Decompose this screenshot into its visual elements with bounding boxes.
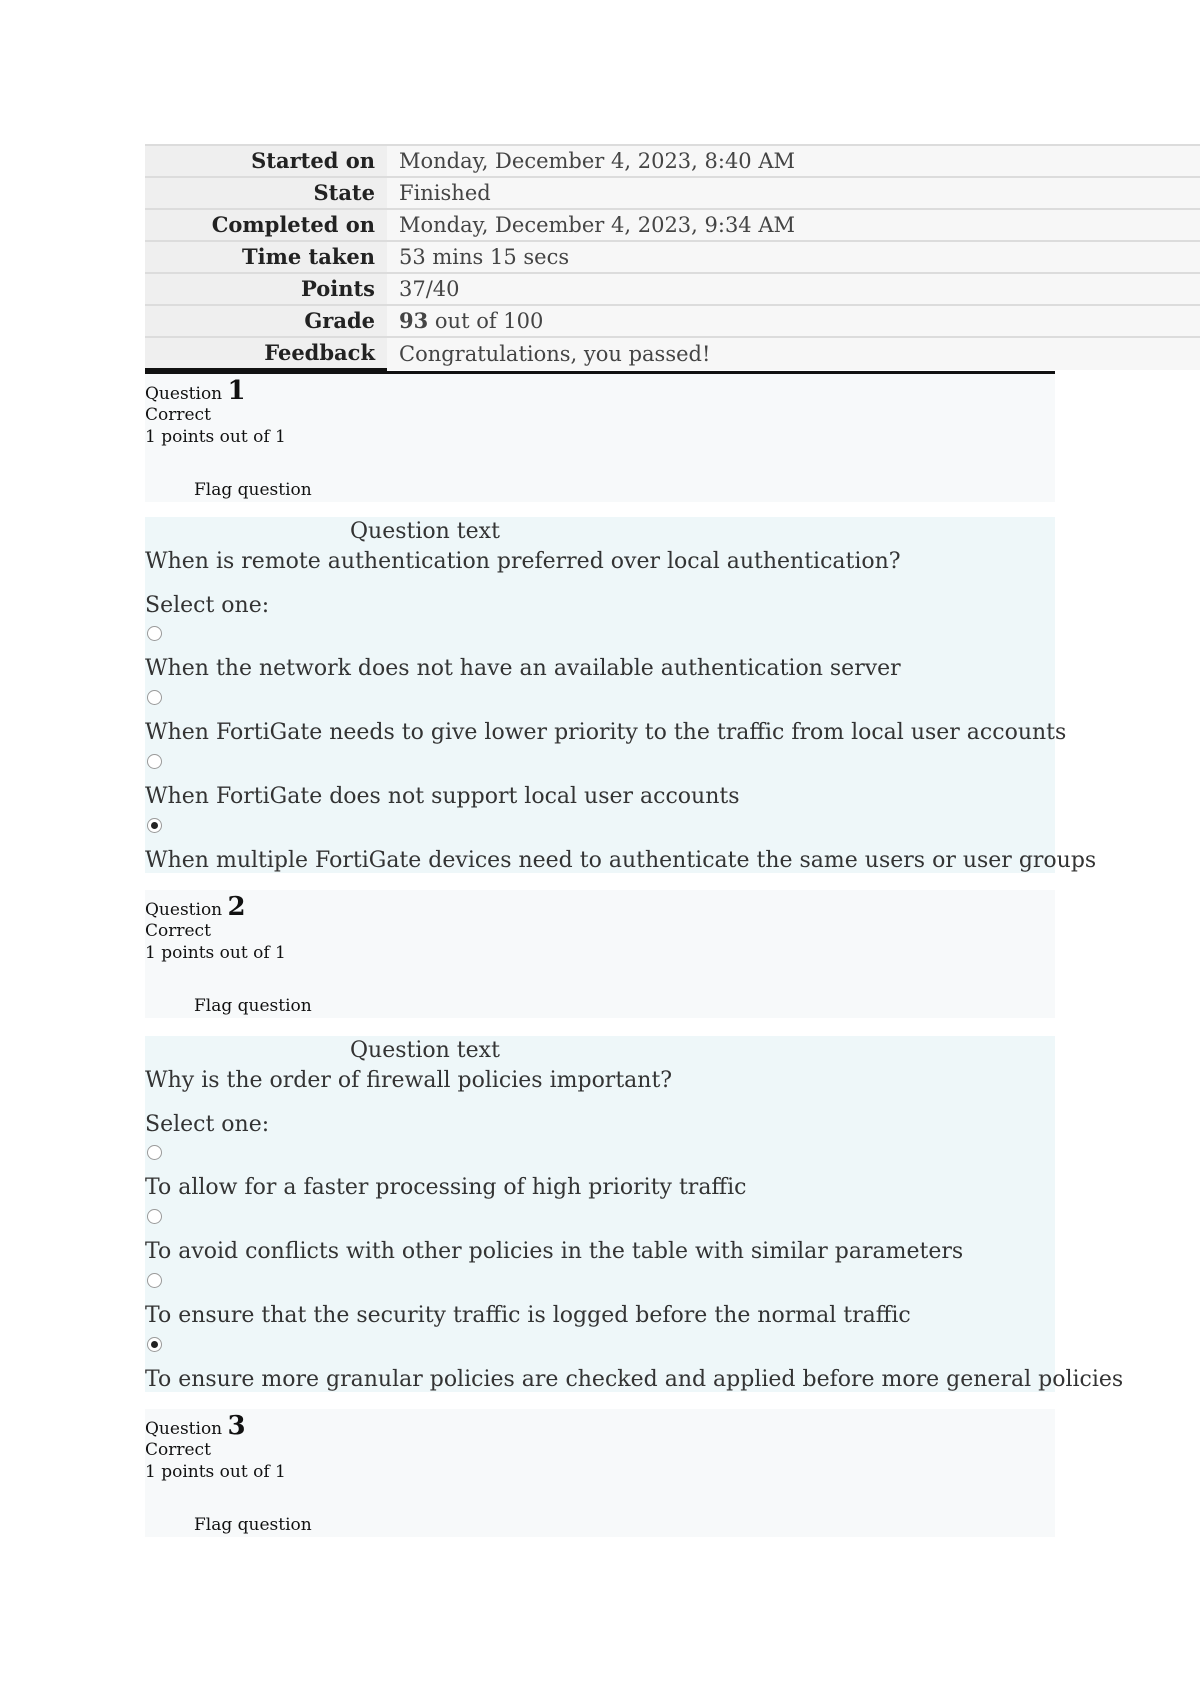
summary-label: Points xyxy=(145,273,387,305)
select-one-label: Select one: xyxy=(145,593,270,618)
answer-text[interactable]: To ensure more granular policies are checked and applied before more general policies xyxy=(145,1367,1124,1392)
summary-row xyxy=(145,273,1200,305)
question-content xyxy=(145,1036,1124,1392)
question-content xyxy=(145,517,1097,873)
summary-row xyxy=(145,209,1200,241)
flag-question-link[interactable]: Flag question xyxy=(194,996,312,1016)
question-number xyxy=(145,894,1055,920)
summary-label: Started on xyxy=(145,145,387,177)
summary-row xyxy=(145,337,1200,370)
summary-value: Monday, December 4, 2023, 9:34 AM xyxy=(387,209,1200,241)
radio-button[interactable] xyxy=(147,1273,162,1288)
answer-text[interactable]: When FortiGate needs to give lower priority to the traffic from local user accounts xyxy=(145,720,1067,745)
question-number-value: 2 xyxy=(227,892,246,922)
summary-value xyxy=(387,305,1200,337)
summary-value: 37/40 xyxy=(387,273,1200,305)
flag-question-link[interactable]: Flag question xyxy=(194,1515,312,1535)
radio-button-selected[interactable] xyxy=(147,1337,162,1352)
grade-out-of: out of 100 xyxy=(428,309,544,333)
attempt-summary-table xyxy=(145,144,1200,371)
question-prefix: Question xyxy=(145,900,228,920)
summary-value: 53 mins 15 secs xyxy=(387,241,1200,273)
question-text-label: Question text xyxy=(350,1038,500,1063)
radio-button-selected[interactable] xyxy=(147,818,162,833)
question-prefix: Question xyxy=(145,384,228,404)
radio-button[interactable] xyxy=(147,626,162,641)
summary-label: Completed on xyxy=(145,209,387,241)
answer-text[interactable]: When FortiGate does not support local user accounts xyxy=(145,784,740,809)
summary-value: Congratulations, you passed! xyxy=(387,337,1200,370)
select-one-label: Select one: xyxy=(145,1112,270,1137)
radio-button[interactable] xyxy=(147,690,162,705)
question-number xyxy=(145,378,1055,404)
question-prefix: Question xyxy=(145,1419,228,1439)
question-grade: 1 points out of 1 xyxy=(145,1462,286,1482)
summary-row xyxy=(145,177,1200,209)
question-number-value: 3 xyxy=(227,1411,246,1441)
answer-text[interactable]: To avoid conflicts with other policies in the table with similar parameters xyxy=(145,1239,964,1264)
radio-button[interactable] xyxy=(147,754,162,769)
question-number-value: 1 xyxy=(227,376,246,406)
answer-text[interactable]: When the network does not have an available authentication server xyxy=(145,656,901,681)
question-text-label: Question text xyxy=(350,519,500,544)
question-text: Why is the order of firewall policies important? xyxy=(145,1068,673,1093)
question-state: Correct xyxy=(145,921,211,941)
summary-value: Monday, December 4, 2023, 8:40 AM xyxy=(387,145,1200,177)
summary-row xyxy=(145,305,1200,337)
radio-button[interactable] xyxy=(147,1209,162,1224)
summary-label: Grade xyxy=(145,305,387,337)
answer-text[interactable]: When multiple FortiGate devices need to authenticate the same users or user groups xyxy=(145,848,1097,873)
summary-value: Finished xyxy=(387,177,1200,209)
question-state: Correct xyxy=(145,1440,211,1460)
summary-label: State xyxy=(145,177,387,209)
question-grade: 1 points out of 1 xyxy=(145,943,286,963)
question-number xyxy=(145,1413,1055,1439)
summary-row xyxy=(145,241,1200,273)
question-grade: 1 points out of 1 xyxy=(145,427,286,447)
question-state: Correct xyxy=(145,405,211,425)
question-info xyxy=(145,890,1055,1018)
answer-text[interactable]: To ensure that the security traffic is logged before the normal traffic xyxy=(145,1303,911,1328)
summary-row xyxy=(145,145,1200,177)
question-info xyxy=(145,374,1055,502)
radio-button[interactable] xyxy=(147,1145,162,1160)
flag-question-link[interactable]: Flag question xyxy=(194,480,312,500)
question-text: When is remote authentication preferred over local authentication? xyxy=(145,549,901,574)
answer-text[interactable]: To allow for a faster processing of high priority traffic xyxy=(145,1175,747,1200)
summary-label: Time taken xyxy=(145,241,387,273)
summary-label: Feedback xyxy=(145,337,387,370)
grade-value: 93 xyxy=(399,308,429,333)
question-info xyxy=(145,1409,1055,1537)
